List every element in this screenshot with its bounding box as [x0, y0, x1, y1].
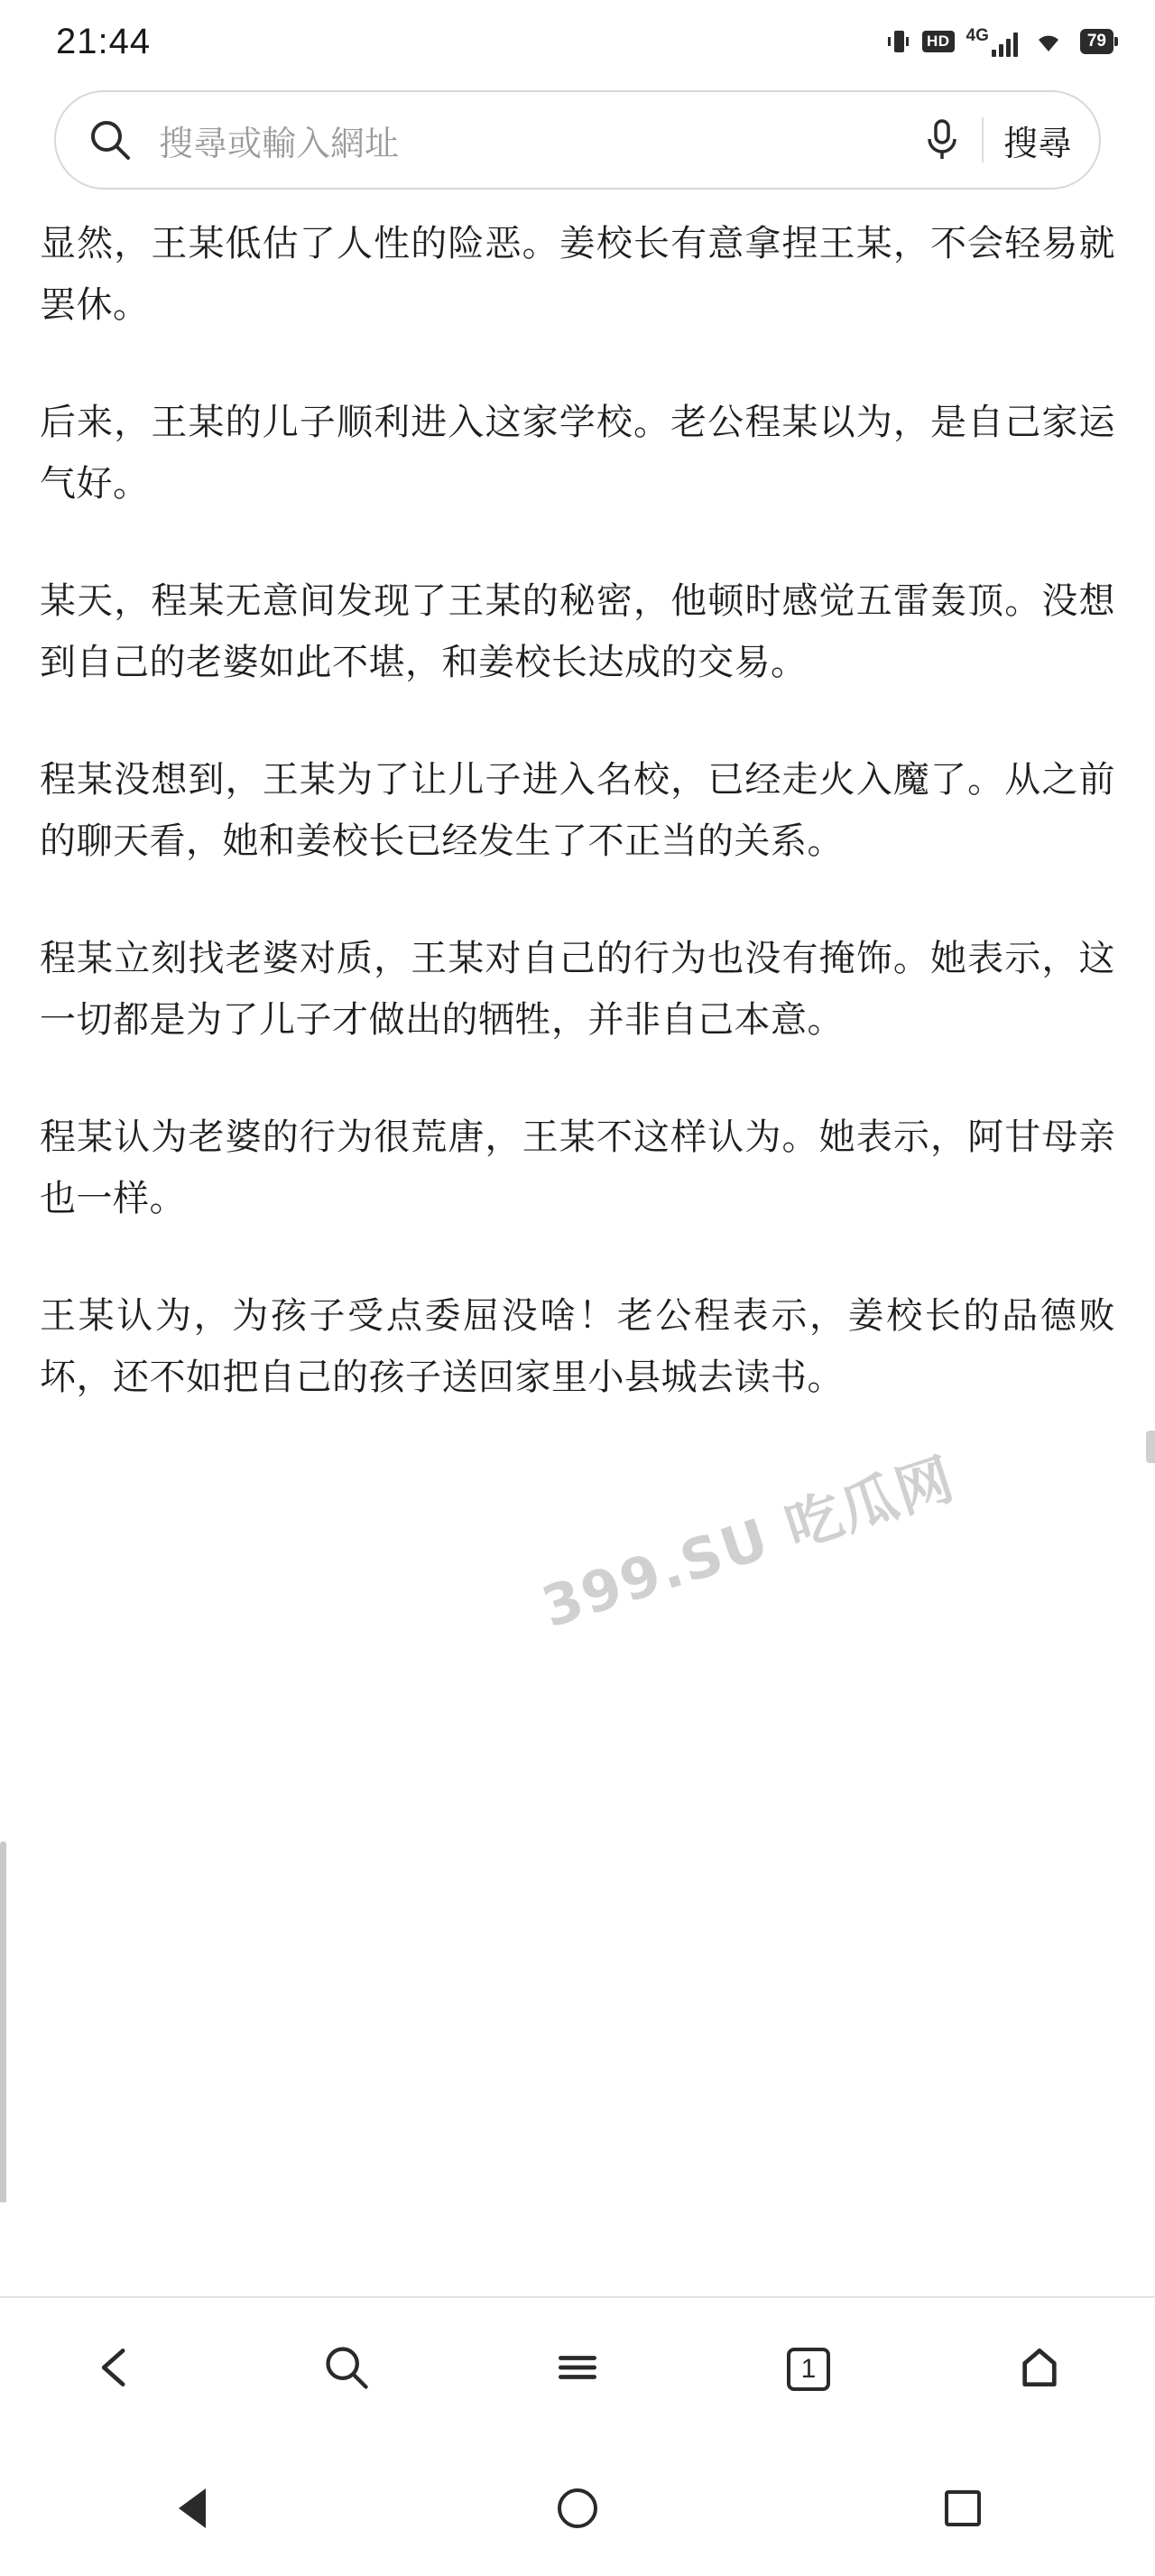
battery-icon: 79	[1080, 29, 1113, 54]
article-paragraph: 王某认为，为孩子受点委屈没啥！老公程表示，姜校长的品德败坏，还不如把自己的孩子送回家里小县城去读书。	[40, 1295, 1115, 1398]
android-nav-bar	[0, 2441, 1155, 2576]
android-recents-button[interactable]	[909, 2463, 1017, 2553]
edge-drag-handle[interactable]	[1146, 1431, 1155, 1463]
menu-button[interactable]	[519, 2324, 636, 2414]
search-divider	[982, 117, 984, 162]
tabs-button[interactable]	[750, 2324, 867, 2414]
watermark: 399.SU 吃瓜网	[533, 1445, 963, 1641]
square-recents-icon	[945, 2490, 981, 2526]
article-paragraph: 程某立刻找老婆对质，王某对自己的行为也没有掩饰。她表示，这一切都是为了儿子才做出的牺牲，并非自己本意。	[40, 938, 1115, 1041]
article-paragraph: 程某没想到，王某为了让儿子进入名校，已经走火入魔了。从之前的聊天看，她和姜校长已经发生了不正当的关系。	[40, 759, 1115, 862]
search-input[interactable]: 搜尋或輸入網址	[159, 123, 400, 163]
search-icon	[87, 116, 134, 163]
search-bar-container	[0, 83, 1155, 208]
triangle-back-icon	[179, 2488, 206, 2528]
signal-4g-icon	[966, 27, 1018, 57]
tabs-count-icon: 1	[787, 2348, 830, 2391]
home-icon	[1014, 2342, 1065, 2396]
android-back-button[interactable]	[138, 2463, 246, 2553]
chevron-left-icon	[90, 2342, 141, 2396]
status-bar	[0, 0, 1155, 83]
scrollbar[interactable]	[0, 1841, 6, 2202]
toolbar-search-button[interactable]	[288, 2324, 405, 2414]
article-paragraph: 程某认为老婆的行为很荒唐，王某不这样认为。她表示，阿甘母亲也一样。	[40, 1117, 1115, 1219]
article-content	[0, 208, 1155, 2202]
vibrate-icon	[887, 28, 910, 55]
wifi-icon	[1033, 30, 1064, 53]
search-bar[interactable]	[54, 90, 1101, 190]
signal-bars-icon	[992, 32, 1018, 57]
hd-icon: HD	[922, 31, 955, 52]
android-home-button[interactable]	[523, 2463, 632, 2553]
network-type-label: 4G	[966, 25, 989, 45]
article-paragraph: 某天，程某无意间发现了王某的秘密，他顿时感觉五雷轰顶。没想到自己的老婆如此不堪，和姜校长达成的交易。	[40, 580, 1115, 683]
browser-toolbar	[0, 2296, 1155, 2441]
article-paragraph: 后来，王某的儿子顺利进入这家学校。老公程某以为，是自己家运气好。	[40, 402, 1115, 505]
microphone-icon[interactable]	[922, 117, 962, 162]
status-time: 21:44	[56, 21, 152, 61]
back-button[interactable]	[57, 2324, 174, 2414]
circle-home-icon	[558, 2488, 597, 2528]
search-submit-button[interactable]: 搜尋	[1003, 123, 1072, 163]
search-icon	[321, 2342, 372, 2396]
status-icon-group	[887, 27, 1113, 57]
home-button[interactable]	[981, 2324, 1098, 2414]
hamburger-menu-icon	[552, 2342, 603, 2396]
article-paragraph: 显然，王某低估了人性的险恶。姜校长有意拿捏王某，不会轻易就罢休。	[40, 223, 1115, 326]
